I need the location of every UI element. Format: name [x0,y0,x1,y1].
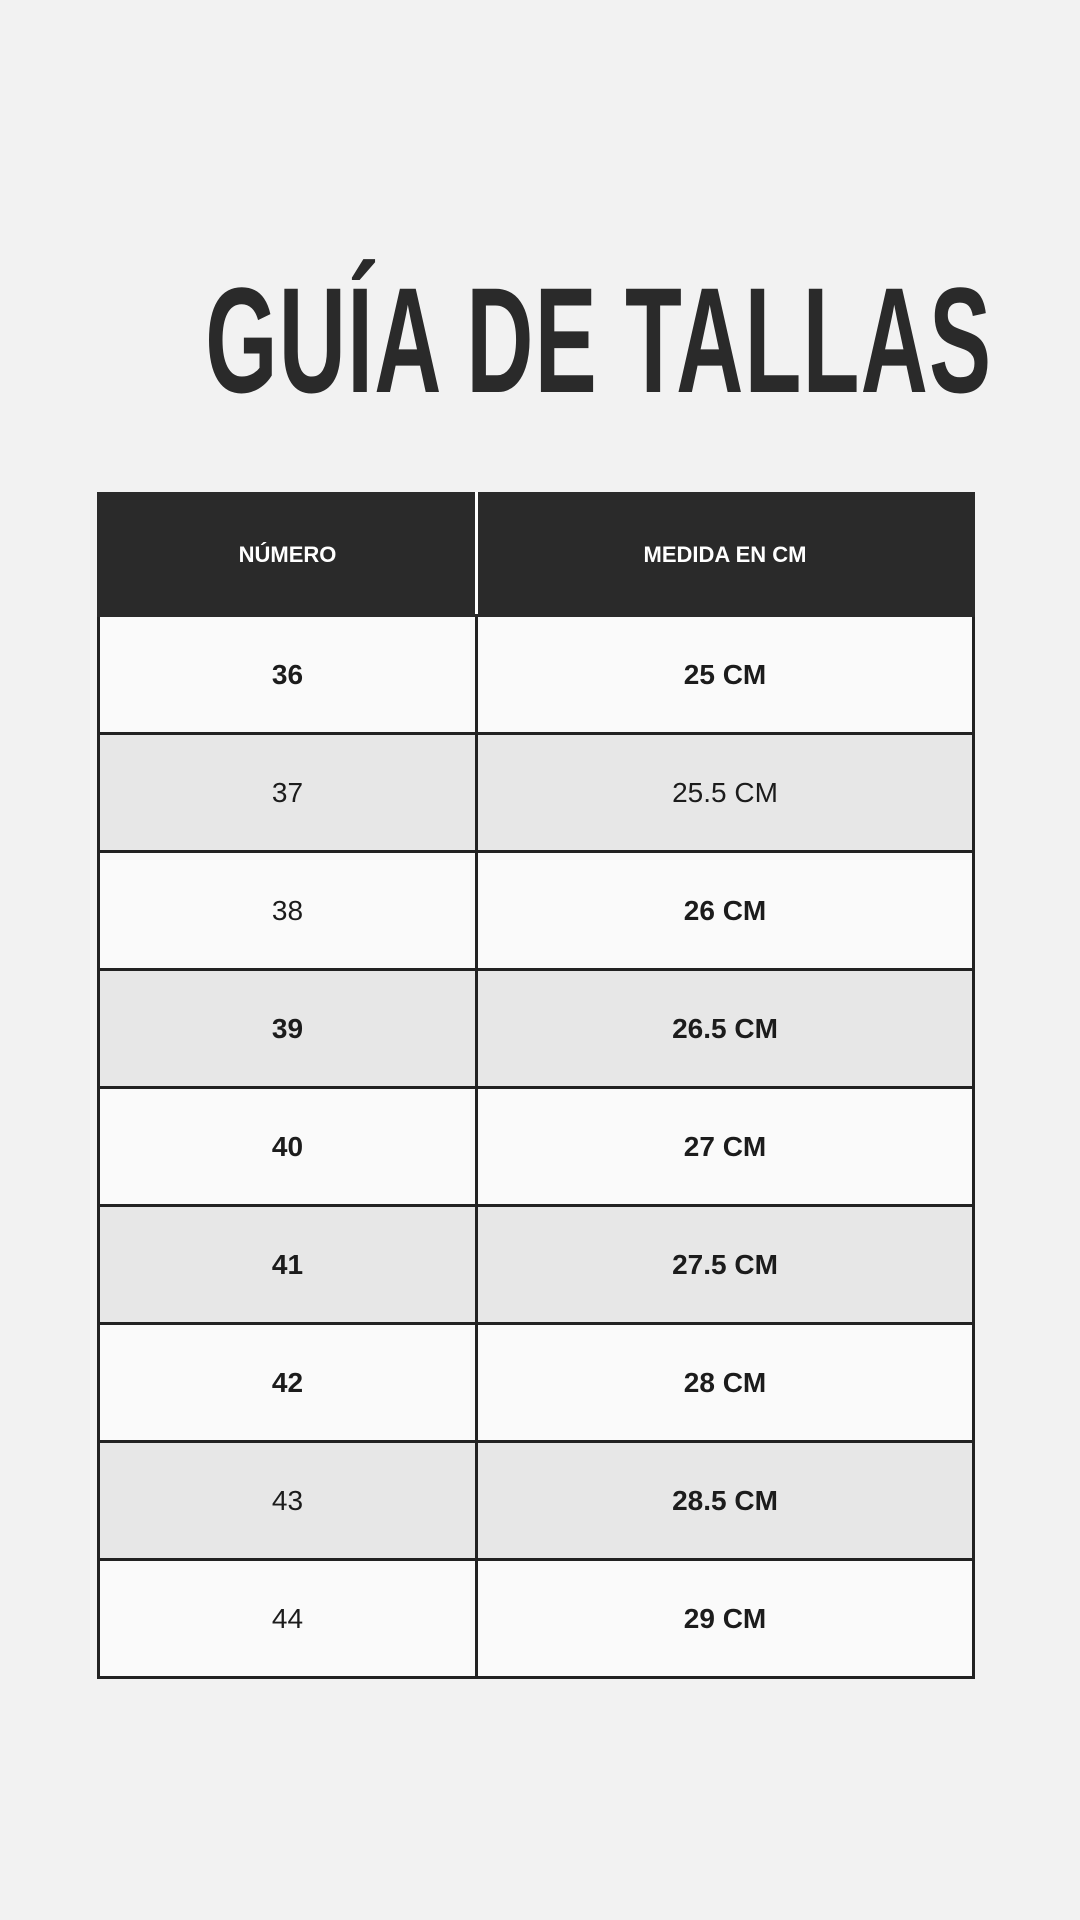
table-row [99,1442,974,1560]
size-measure-cell: 25 CM [477,616,974,734]
size-measure-cell: 25.5 CM [477,734,974,852]
table-row [99,734,974,852]
table-row [99,852,974,970]
size-number-cell: 44 [99,1560,477,1678]
column-header-numero: NÚMERO [99,494,477,616]
size-measure-cell: 28.5 CM [477,1442,974,1560]
size-number-cell: 43 [99,1442,477,1560]
size-measure-cell: 28 CM [477,1324,974,1442]
size-measure-cell: 26.5 CM [477,970,974,1088]
table-row [99,1324,974,1442]
size-number-cell: 39 [99,970,477,1088]
size-number-cell: 37 [99,734,477,852]
size-number-cell: 36 [99,616,477,734]
size-number-cell: 42 [99,1324,477,1442]
size-measure-cell: 27.5 CM [477,1206,974,1324]
table-row [99,1088,974,1206]
size-measure-cell: 26 CM [477,852,974,970]
table-row [99,1206,974,1324]
table-row [99,616,974,734]
size-number-cell: 38 [99,852,477,970]
column-header-medida: MEDIDA EN CM [477,494,974,616]
table-row [99,970,974,1088]
size-number-cell: 40 [99,1088,477,1206]
table-row [99,1560,974,1678]
size-measure-cell: 29 CM [477,1560,974,1678]
size-measure-cell: 27 CM [477,1088,974,1206]
page-title: GUÍA DE TALLAS [205,256,993,424]
size-number-cell: 41 [99,1206,477,1324]
size-table [97,492,975,1679]
table-header-row [99,494,974,616]
